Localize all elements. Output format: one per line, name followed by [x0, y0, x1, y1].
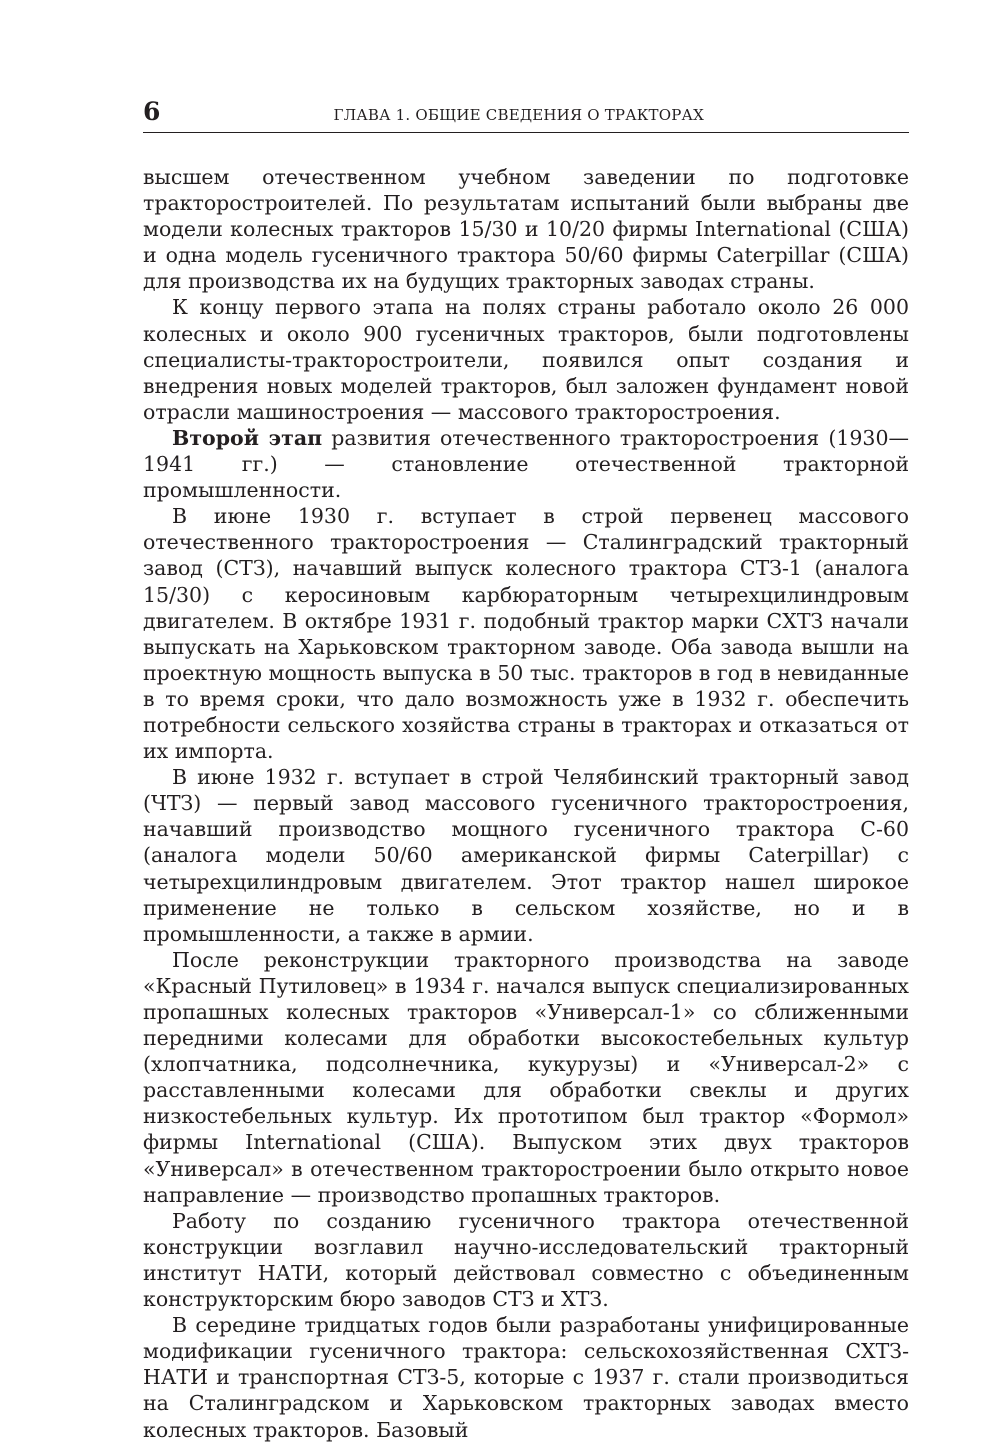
paragraph	[143, 425, 909, 503]
paragraph	[143, 764, 909, 947]
bold-lead-term: Второй этап	[172, 425, 323, 450]
paragraph-text: развития отечественного тракторостроения (1930—1941 гг.) — становление отечественной тракторной промышленности.	[143, 425, 909, 503]
page-header	[143, 96, 909, 133]
page-number: 6	[143, 97, 161, 126]
paragraph-text: К концу первого этапа на полях страны работало около 26 000 колесных и около 900 гусеничных тракторов, были подготовлены специалисты-тракторостроители, появился опыт создания и внедрения новых моделей тракторов, был заложен фундамент новой отрасли машиностроения — массового тракторостроения.	[143, 295, 909, 424]
paragraph-text: В июне 1930 г. вступает в строй первенец массового отечественного тракторостроения — Сталинградский тракторный завод (СТЗ), начавший выпуск колесного трактора СТЗ-1 (аналога 15/30) с керосиновым карбюраторным четырехцилиндровым двигателем. В октябре 1931 г. подобный трактор марки СХТЗ начали выпускать на Харьковском тракторном заводе. Оба завода вышли на проектную мощность выпуска в 50 тыс. тракторов в год в невиданные в то время сроки, что дало возможность уже в 1932 г. обеспечить потребности сельского хозяйства страны в тракторах и отказаться от их импорта.	[143, 504, 909, 764]
paragraph	[143, 164, 909, 294]
paragraph-text: В середине тридцатых годов были разработаны унифицированные модификации гусеничного трактора: сельскохозяйственная СХТЗ-НАТИ и транспортная СТЗ-5, которые с 1937 г. стали производиться на Сталинградском и Харьковском тракторных заводах вместо колесных тракторов. Базовый	[143, 1313, 909, 1442]
paragraph	[143, 947, 909, 1208]
paragraph	[143, 294, 909, 424]
paragraph-text: В июне 1932 г. вступает в строй Челябинский тракторный завод (ЧТЗ) — первый завод массового гусеничного тракторостроения, начавший производство мощного гусеничного трактора С-60 (аналога модели 50/60 американской фирмы Caterpillar) с четырехцилиндровым двигателем. Этот трактор нашел широкое применение не только в сельском хозяйстве, но и в промышленности, а также в армии.	[143, 765, 909, 946]
paragraph-text: высшем отечественном учебном заведении по подготовке тракторостроителей. По результатам испытаний были выбраны две модели колесных тракторов 15/30 и 10/20 фирмы International (США) и одна модель гусеничного трактора 50/60 фирмы Caterpillar (США) для производства их на будущих тракторных заводах страны.	[143, 165, 909, 294]
body-text	[143, 164, 909, 1443]
running-title: ГЛАВА 1. ОБЩИЕ СВЕДЕНИЯ О ТРАКТОРАХ	[333, 106, 704, 124]
paragraph-text: После реконструкции тракторного производства на заводе «Красный Путиловец» в 1934 г. начался выпуск специализированных пропашных колесных тракторов «Универсал-1» со сближенными передними колесами для обработки высокостебельных культур (хлопчатника, подсолнечника, кукурузы) и «Универсал-2» с расставленными колесами для обработки свеклы и других низкостебельных культур. Их прототипом был трактор «Формол» фирмы International (США). Выпуском этих двух тракторов «Универсал» в отечественном тракторостроении было открыто новое направление — производство пропашных тракторов.	[143, 947, 909, 1207]
paragraph	[143, 1208, 909, 1312]
paragraph	[143, 1312, 909, 1442]
paragraph-text: Работу по созданию гусеничного трактора отечественной конструкции возглавил научно-исследовательский тракторный институт НАТИ, который действовал совместно с объединенным конструкторским бюро заводов СТЗ и ХТЗ.	[143, 1208, 909, 1312]
paragraph	[143, 503, 909, 764]
